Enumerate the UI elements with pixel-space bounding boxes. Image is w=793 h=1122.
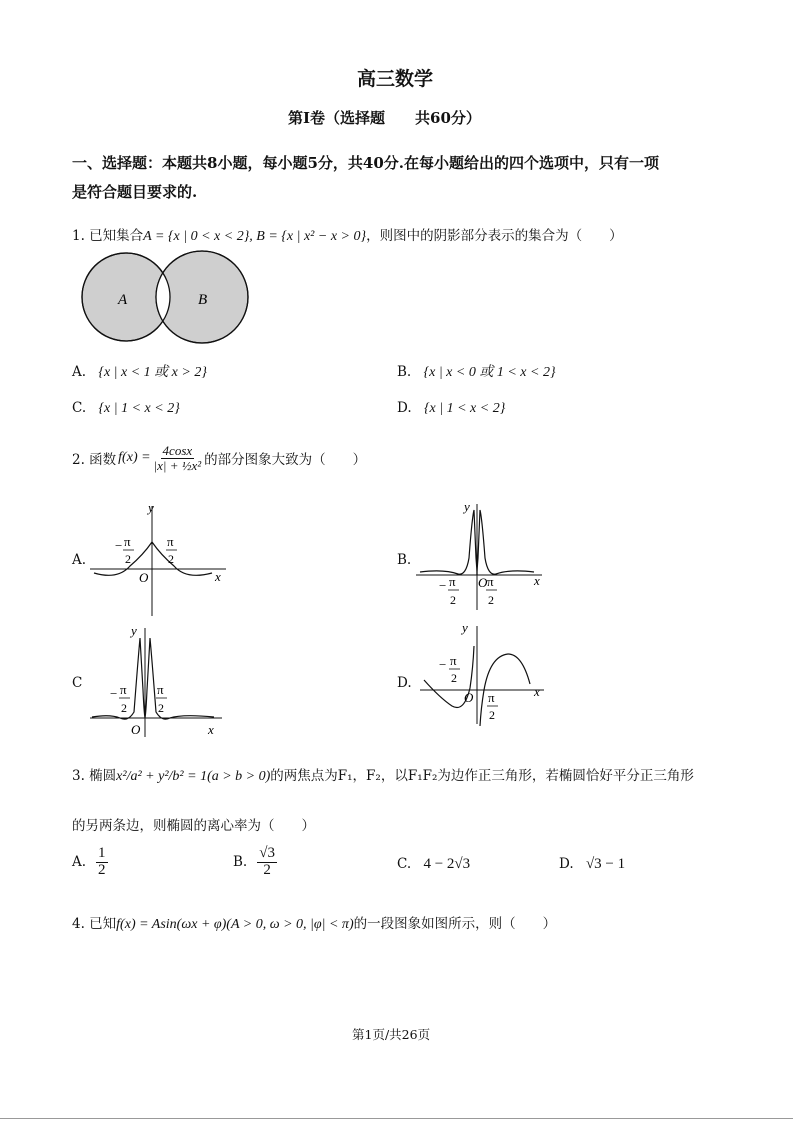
q2-numerator: 4cosx	[162, 443, 193, 458]
x-label: x	[534, 573, 540, 588]
tick-pos-pi: π	[487, 574, 494, 589]
curve-right	[477, 510, 534, 575]
origin-label: O	[131, 722, 141, 737]
q3-option-b-num: √3	[259, 845, 275, 861]
q2-denominator: |x| + ½x²	[153, 457, 202, 473]
q3-option-c-text: 4 − 2√3	[423, 856, 471, 872]
curve	[94, 542, 212, 575]
tick-neg-two: 2	[450, 593, 456, 607]
x-label: x	[208, 722, 214, 737]
tick-pos-two: 2	[488, 593, 494, 607]
q4-prefix: 4. 已知	[72, 916, 117, 932]
origin-label: O	[464, 690, 474, 705]
q3-option-a-den: 2	[98, 861, 106, 878]
q3-option-b[interactable]	[233, 846, 277, 879]
q1-option-d-label: D.	[397, 400, 412, 416]
tick-pos-pi: π	[167, 534, 174, 549]
y-label: y	[148, 500, 154, 515]
origin-label: O	[139, 570, 149, 585]
venn-label-b: B	[198, 292, 208, 308]
venn-label-a: A	[118, 292, 128, 308]
neg-sign: −	[115, 538, 123, 553]
q3-option-c[interactable]	[397, 856, 470, 873]
q3-option-b-label: B.	[233, 854, 248, 871]
tick-neg-two: 2	[125, 552, 131, 566]
tick-pos-pi: π	[488, 690, 495, 705]
neg-sign: −	[439, 578, 447, 593]
tick-neg-two: 2	[121, 701, 127, 715]
volume-heading: 第Ⅰ卷（选择题 共60分）	[288, 109, 481, 127]
q1-stem: 1. 已知集合A = {x | 0 < x < 2}, B = {x | x² − x > 0}，则图中的阴影部分表示的集合为（ ）	[72, 228, 623, 244]
q3-option-a-num: 1	[98, 845, 106, 861]
q1-option-d-text: {x | 1 < x < 2}	[423, 401, 506, 416]
q1-option-a[interactable]	[72, 361, 207, 381]
q1-option-c-text: {x | 1 < x < 2}	[98, 401, 180, 416]
q1-set-b: B = {x | x² − x > 0}	[256, 229, 367, 244]
q2-fx: f(x) =	[118, 450, 151, 466]
q1-set-a: A = {x | 0 < x < 2}	[143, 229, 250, 244]
q4-suffix: 的一段图象如图所示，则（ ）	[353, 916, 557, 932]
y-label: y	[131, 623, 137, 638]
tick-neg-pi: π	[120, 682, 127, 697]
q1-option-a-label: A.	[72, 364, 87, 380]
q2-option-c-label[interactable]: C	[72, 675, 83, 691]
tick-pos-pi: π	[157, 682, 164, 697]
q2-option-d-label[interactable]: D.	[397, 675, 412, 691]
y-label: y	[462, 620, 468, 635]
q2-graph-c[interactable]	[88, 620, 238, 740]
tick-neg-pi: π	[124, 534, 131, 549]
q1-option-b[interactable]	[397, 361, 556, 381]
tick-pos-two: 2	[158, 701, 164, 715]
q2-stem	[72, 444, 366, 472]
tick-pos-two: 2	[489, 708, 495, 722]
q3-option-a-label: A.	[72, 854, 87, 871]
q2-prefix: 2. 函数	[72, 452, 117, 469]
q1-suffix: ，则图中的阴影部分表示的集合为（ ）	[366, 228, 623, 244]
origin-label: O	[478, 575, 488, 590]
q1-option-a-text: {x | x < 1 或 x > 2}	[98, 365, 207, 380]
q3-option-c-label: C.	[397, 856, 412, 872]
q3-option-a[interactable]	[72, 846, 108, 879]
q2-graph-b[interactable]	[414, 498, 554, 613]
tick-pos-two: 2	[168, 552, 174, 566]
q2-fraction	[154, 444, 202, 472]
q1-option-d[interactable]	[397, 400, 505, 417]
q3-prefix: 3. 椭圆	[72, 768, 117, 784]
q1-option-b-label: B.	[397, 364, 412, 380]
q4-equation: f(x) = Asin(ωx + φ)(A > 0, ω > 0, |φ| < π)	[116, 917, 354, 932]
neg-sign: −	[439, 657, 447, 672]
q2-graph-d[interactable]	[418, 618, 558, 730]
q3-option-b-den: 2	[263, 861, 271, 878]
curve-left	[420, 510, 477, 575]
q3-stem	[72, 764, 694, 785]
q1-prefix: 1. 已知集合	[72, 228, 144, 244]
q1-venn-diagram	[70, 250, 255, 345]
q3-option-a-fraction	[96, 846, 108, 879]
q2-suffix: 的部分图象大致为（ ）	[204, 452, 367, 469]
q2-option-b-label[interactable]: B.	[397, 552, 412, 568]
page-bottom-border	[0, 1118, 793, 1119]
q1-option-b-text: {x | x < 0 或 1 < x < 2}	[423, 365, 556, 380]
q3-option-d-text: √3 − 1	[585, 856, 626, 872]
tick-neg-pi: π	[450, 653, 457, 668]
q3-option-d[interactable]	[559, 856, 625, 873]
x-label: x	[215, 569, 221, 584]
curve-right	[145, 638, 214, 719]
q1-option-c[interactable]	[72, 400, 180, 417]
section-heading-line2: 是符合题目要求的.	[72, 183, 198, 201]
y-label: y	[464, 499, 470, 514]
x-label: x	[534, 684, 540, 699]
q3-option-d-label: D.	[559, 856, 574, 872]
page-title: 高三数学	[357, 68, 434, 90]
tick-neg-pi: π	[449, 574, 456, 589]
q2-graph-a[interactable]	[88, 500, 238, 620]
q3-option-b-fraction	[257, 846, 277, 879]
neg-sign: −	[110, 686, 118, 701]
section-heading-line1: 一、选择题：本题共8小题，每小题5分，共40分.在每小题给出的四个选项中，只有一项	[72, 154, 659, 172]
tick-neg-two: 2	[451, 671, 457, 685]
curve-left	[92, 638, 145, 719]
page-footer: 第1页/共26页	[352, 1027, 431, 1042]
q3-mid: 的两焦点为F₁，F₂，以F₁F₂为边作正三角形，若椭圆恰好平分正三角形	[270, 768, 694, 784]
q3-stem-line2: 的另两条边，则椭圆的离心率为（ ）	[72, 818, 315, 834]
q2-option-a-label[interactable]: A.	[72, 552, 87, 568]
q1-option-c-label: C.	[72, 400, 87, 416]
q4-stem	[72, 912, 556, 933]
q3-equation: x²/a² + y²/b² = 1(a > b > 0)	[116, 769, 271, 784]
